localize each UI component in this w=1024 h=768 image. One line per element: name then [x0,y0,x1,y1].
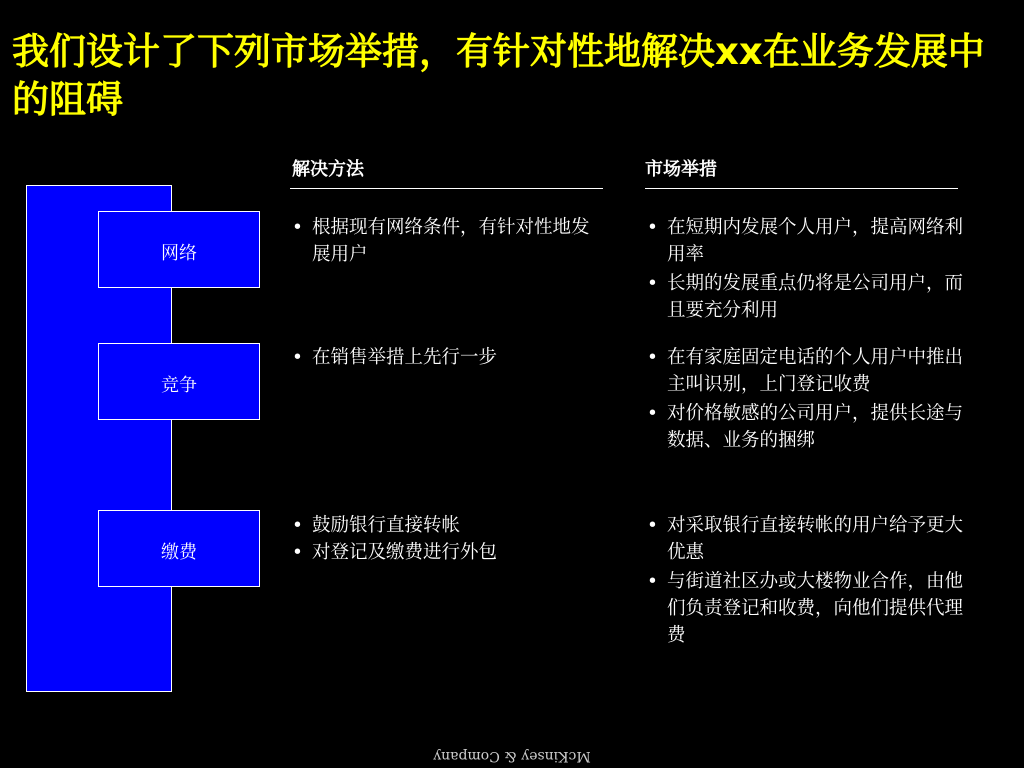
solution-list-competition [290,344,605,371]
bullet-icon: • [647,217,658,238]
market-column-header: 市场举措 [645,159,717,180]
list-item [290,344,605,371]
solution-text: 根据现有网络条件，有针对性地发展用户 [312,217,590,265]
category-box-payment: 缴费 [98,510,260,587]
measure-list-payment [645,512,963,649]
solution-text: 鼓励银行直接转帐 [312,515,461,536]
list-item [645,344,963,398]
measure-list-competition [645,344,963,454]
company-footer: McKinsey & Company [433,748,591,764]
page-title: 我们设计了下列市场举措，有针对性地解决xx在业务发展中的阻碍 [12,30,985,121]
category-box-competition: 竞争 [98,343,260,420]
bullet-icon: • [647,273,658,294]
list-item [645,214,963,268]
list-item [290,539,605,566]
solution-header-divider [290,188,603,189]
solution-text: 在销售举措上先行一步 [312,347,498,368]
measure-text: 对价格敏感的公司用户，提供长途与数据、业务的捆绑 [667,403,964,451]
bullet-icon: • [647,403,658,424]
measure-text: 在短期内发展个人用户，提高网络利用率 [667,217,964,265]
bullet-icon: • [647,347,658,368]
measure-text: 对采取银行直接转帐的用户给予更大优惠 [667,515,964,563]
bullet-icon: • [292,515,303,536]
category-box-network: 网络 [98,211,260,288]
measure-text: 与街道社区办或大楼物业合作，由他们负责登记和收费，向他们提供代理费 [667,571,964,646]
solution-list-payment [290,512,605,566]
bullet-icon: • [292,347,303,368]
bullet-icon: • [292,217,303,238]
list-item [645,568,963,649]
solution-list-network [290,214,605,268]
solution-text: 对登记及缴费进行外包 [312,542,498,563]
solution-column-header: 解决方法 [292,159,364,180]
list-item [645,512,963,566]
list-item [290,512,605,539]
list-item [290,214,605,268]
measure-text: 长期的发展重点仍将是公司用户，而且要充分利用 [667,273,964,321]
bullet-icon: • [292,542,303,563]
measure-text: 在有家庭固定电话的个人用户中推出主叫识别，上门登记收费 [667,347,964,395]
bullet-icon: • [647,571,658,592]
bullet-icon: • [647,515,658,536]
list-item [645,400,963,454]
measure-list-network [645,214,963,324]
list-item [645,270,963,324]
market-header-divider [645,188,958,189]
